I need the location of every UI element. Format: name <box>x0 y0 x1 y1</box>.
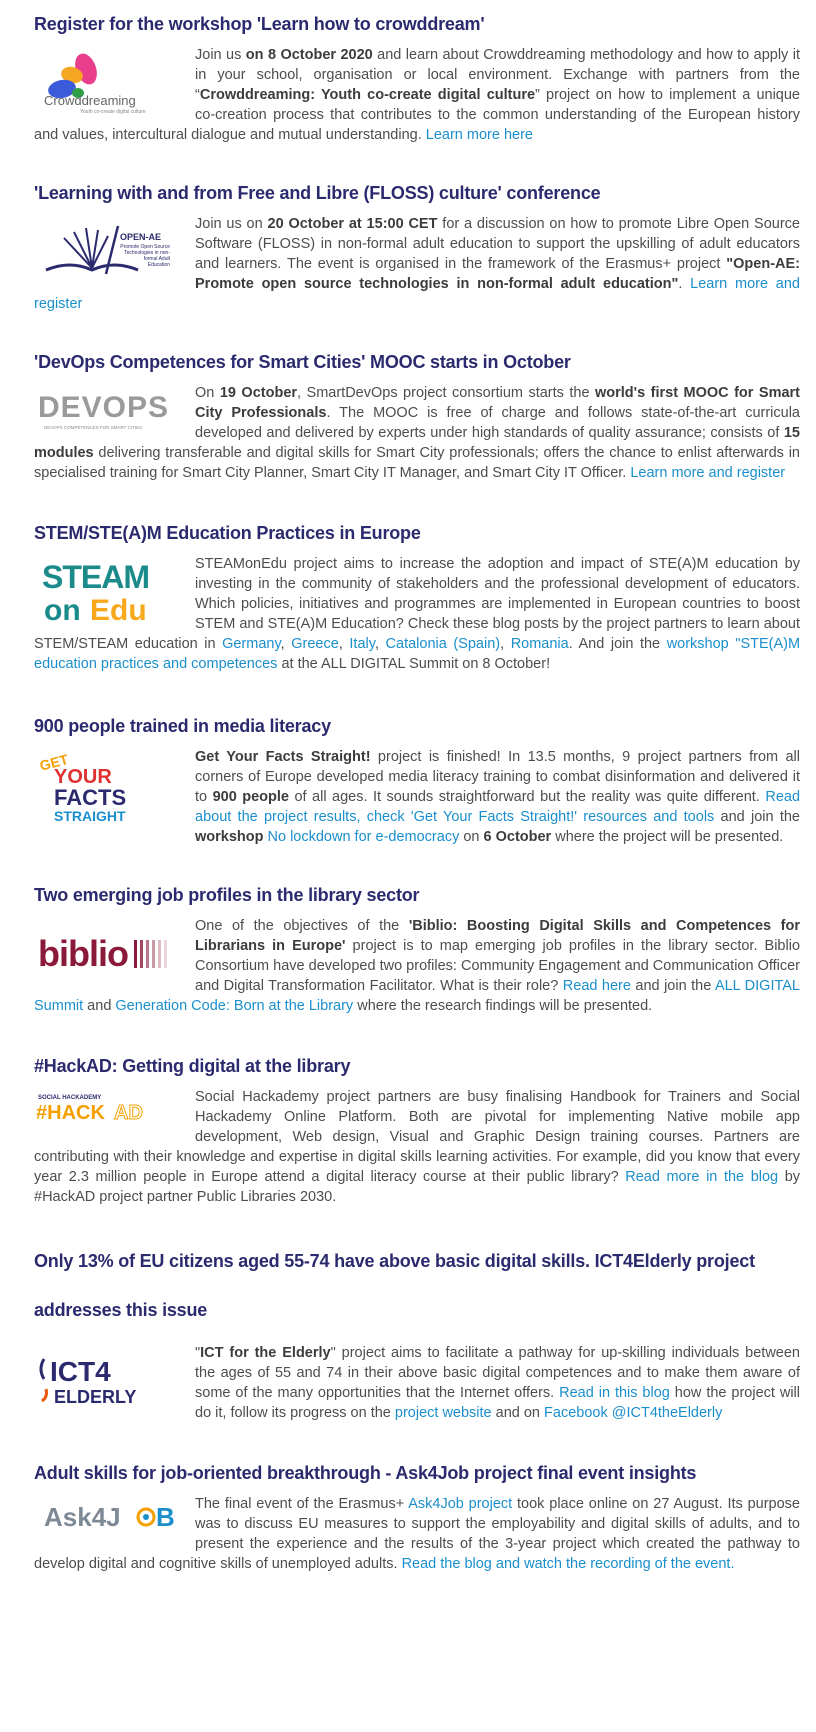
article-body: On 19 October, SmartDevOps project consortium starts the world's first MOOC for Smart City Professionals. The MOOC is free of charge and follows state-of-the-art curricula developed and delivered by experts under high standards of quality assurance; consists of 15 modules delivering transferable and digital skills for Smart City professionals; offers the chance to enlist afterwards in specialised training for Smart City Planner, Smart City IT Manager, and Smart City IT Officer. Learn more and register <box>34 385 801 481</box>
svg-text:Crowddreaming: Crowddreaming <box>44 93 136 108</box>
article-body: Join us on 8 October 2020 and learn about Crowddreaming methodology and how to apply it in your school, organisation or local environment. Exchange with partners from the “Crowddreaming: Youth co-create digital culture” project on how to implement a unique co-creation process that contributes to the common understanding of the European history and values, intercultural dialogue and mutual understanding. Learn more here <box>34 47 800 143</box>
no-lockdown-link[interactable]: No lockdown for e-democracy <box>267 829 460 845</box>
project-results-link[interactable]: Read about the project results, check 'Get Your Facts Straight!' resources and tools <box>195 789 801 825</box>
svg-text:#HACK: #HACK <box>36 1102 105 1124</box>
ict4elderly-logo <box>34 1345 179 1409</box>
all-digital-summit-link[interactable]: ALL DIGITAL Summit <box>34 978 800 1014</box>
article-title: Register for the workshop 'Learn how to crowddream' <box>34 14 485 34</box>
article-title: #HackAD: Getting digital at the library <box>34 1056 351 1076</box>
article-steam <box>34 523 800 674</box>
article-media-literacy <box>34 716 800 847</box>
germany-link[interactable]: Germany <box>222 636 281 652</box>
svg-text:GET: GET <box>37 750 70 774</box>
ask4job-logo-icon <box>34 1496 179 1536</box>
biblio-logo-icon <box>34 918 179 988</box>
article-title: 'DevOps Competences for Smart Cities' MOOC starts in October <box>34 352 571 372</box>
generation-code-link[interactable]: Generation Code: Born at the Library <box>115 998 354 1014</box>
greece-link[interactable]: Greece <box>291 636 339 652</box>
article-hackad <box>34 1056 800 1207</box>
article-title: Adult skills for job-oriented breakthrough - Ask4Job project final event insights <box>34 1463 697 1483</box>
catalonia-link[interactable]: Catalonia (Spain) <box>385 636 501 652</box>
project-website-link[interactable]: project website <box>394 1405 492 1421</box>
facts-logo-icon <box>34 749 179 825</box>
article-ict4elderly <box>34 1237 800 1423</box>
svg-text:OPEN-AE: OPEN-AE <box>120 232 162 242</box>
svg-text:on: on <box>44 594 81 626</box>
social-hackademy-logo <box>34 1089 179 1129</box>
read-in-blog-link[interactable]: Read in this blog <box>559 1385 670 1401</box>
svg-text:SOCIAL HACKADEMY: SOCIAL HACKADEMY <box>38 1095 102 1101</box>
crowddreaming-logo <box>34 47 179 117</box>
svg-text:ICT4: ICT4 <box>50 1356 111 1387</box>
article-devops <box>34 352 800 483</box>
read-blog-watch-link[interactable]: Read the blog and watch the recording of the event. <box>401 1556 735 1572</box>
newsletter <box>34 0 800 1574</box>
facebook-link[interactable]: Facebook @ICT4theElderly <box>544 1405 723 1421</box>
article-title: 900 people trained in media literacy <box>34 716 331 736</box>
devops-logo <box>34 385 179 435</box>
romania-link[interactable]: Romania <box>510 636 569 652</box>
svg-text:DEVOPS: DEVOPS <box>38 391 170 424</box>
article-body: STEAMonEdu project aims to increase the adoption and impact of STE(A)M education by investing in the community of stakeholders and the professional development of educators. Which policies, initiatives and programmes are implemented in European countries to boost STEM and STE(A)M Education? Check these blog posts by the project partners to learn about STEM/STEAM education in Germany, Greece, Italy, Catalonia (Spain), Romania. And join the workshop "STE(A)M education practices and competences at the ALL DIGITAL Summit on 8 October! <box>34 556 801 672</box>
article-ask4job <box>34 1463 800 1574</box>
steam-on-edu-logo <box>34 556 179 626</box>
article-title: 'Learning with and from Free and Libre (FLOSS) culture' conference <box>34 183 601 203</box>
article-crowddream <box>34 14 800 145</box>
article-title: Two emerging job profiles in the library sector <box>34 885 420 905</box>
gear-icon <box>138 1509 154 1525</box>
learn-more-link[interactable]: Learn more here <box>425 127 533 143</box>
svg-text:Youth co-create digital cultur: Youth co-create digital culture <box>80 109 146 115</box>
steam-logo-icon <box>34 556 179 626</box>
article-body: "ICT for the Elderly" project aims to facilitate a pathway for up-skilling individuals between the ages of 55 and 74 in their above basic digital competences and to make them aware of some of the many opportunities that the Internet offers. Read in this blog how the project will do it, follow its progress on the project website and on Facebook @ICT4theElderly <box>195 1345 801 1421</box>
article-body: Join us on 20 October at 15:00 CET for a discussion on how to promote Libre Open Source Software (FLOSS) in non-formal adult education to support the upskilling of adult educators and learners. The event is organised in the framework of the Erasmus+ project "Open-AE: Promote open source technologies in non-formal adult education". Learn more and register <box>34 216 800 312</box>
article-body: One of the objectives of the 'Biblio: Boosting Digital Skills and Competences for Librarians in Europe' project is to map emerging job profiles in the library sector. Biblio Consortium have developed two profiles: Community Engagement and Communication Officer and Digital Transformation Facilitator. What is their role? Read here and join the ALL DIGITAL Summit and Generation Code: Born at the Library where the research findings will be presented. <box>34 918 801 1014</box>
italy-link[interactable]: Italy <box>349 636 375 652</box>
article-title: Only 13% of EU citizens aged 55-74 have above basic digital skills. ICT4Elderly project addresses this issue <box>34 1251 755 1320</box>
svg-text:FACTS: FACTS <box>54 785 127 810</box>
open-ae-logo <box>34 216 179 286</box>
svg-text:YOUR: YOUR <box>54 766 112 788</box>
get-your-facts-straight-logo <box>34 749 179 825</box>
steam-workshop-link[interactable]: workshop "STE(A)M education practices and competences <box>34 636 801 672</box>
article-body: Social Hackademy project partners are busy finalising Handbook for Trainers and Social Hackademy Online Platform. Both are pivotal for implementing Native mobile app development, Web design, Visual and Graphic Design training courses. Partners are contributing with their knowledge and expertise in digital skills learning activities. For example, did you know that every year 2.3 million people in Europe attend a digital literacy course at their public library? Read more in the blog by #HackAD project partner Public Libraries 2030. <box>34 1089 801 1205</box>
svg-text:Ask4J: Ask4J <box>44 1502 121 1532</box>
svg-text:STEAM: STEAM <box>42 559 149 595</box>
read-more-blog-link[interactable]: Read more in the blog <box>625 1169 779 1185</box>
hackad-logo-icon <box>34 1089 179 1129</box>
butterfly-logo-icon <box>34 47 179 117</box>
article-body: Get Your Facts Straight! project is finished! In 13.5 months, 9 project partners from all corners of Europe developed media literacy training to combat disinformation and delivered it to 900 people of all ages. It sounds straightforward but the reality was quite different. Read about the project results, check 'Get Your Facts Straight!' resources and tools and join the workshop No lockdown for e-democracy on 6 October where the project will be presented. <box>195 749 801 845</box>
article-biblio <box>34 885 800 1016</box>
article-floss <box>34 183 800 314</box>
learn-more-register-link[interactable]: Learn more and register <box>630 465 786 481</box>
svg-text:Edu: Edu <box>90 594 147 626</box>
learn-more-register-link[interactable]: Learn more and register <box>34 276 800 312</box>
svg-text:B: B <box>156 1502 175 1532</box>
svg-text:biblio: biblio <box>38 933 128 974</box>
ask4job-project-link[interactable]: Ask4Job project <box>408 1496 513 1512</box>
devops-logo-icon <box>34 385 179 435</box>
book-logo-icon: OPEN-AE Promote Open Source Technologies in non-formal Adult Education <box>34 216 179 286</box>
read-here-link[interactable]: Read here <box>562 978 631 994</box>
svg-text:DEVOPS COMPETENCES FOR SMART C: DEVOPS COMPETENCES FOR SMART CITIES <box>44 425 143 430</box>
ask4job-logo <box>34 1496 179 1536</box>
article-body: The final event of the Erasmus+ Ask4Job project took place online on 27 August. Its purpose was to discuss EU measures to support the employability and digital skills of adults, and to present the experience and the results of the 3-year project which created the pathway to develop digital and cognitive skills of unemployed adults. Read the blog and watch the recording of the event. <box>34 1496 800 1572</box>
svg-text:ELDERLY: ELDERLY <box>54 1387 137 1407</box>
svg-text:AD: AD <box>114 1102 143 1124</box>
article-title: STEM/STE(A)M Education Practices in Europe <box>34 523 421 543</box>
biblio-logo <box>34 918 179 988</box>
svg-text:STRAIGHT: STRAIGHT <box>54 808 126 824</box>
ict4-logo-icon <box>34 1345 179 1409</box>
